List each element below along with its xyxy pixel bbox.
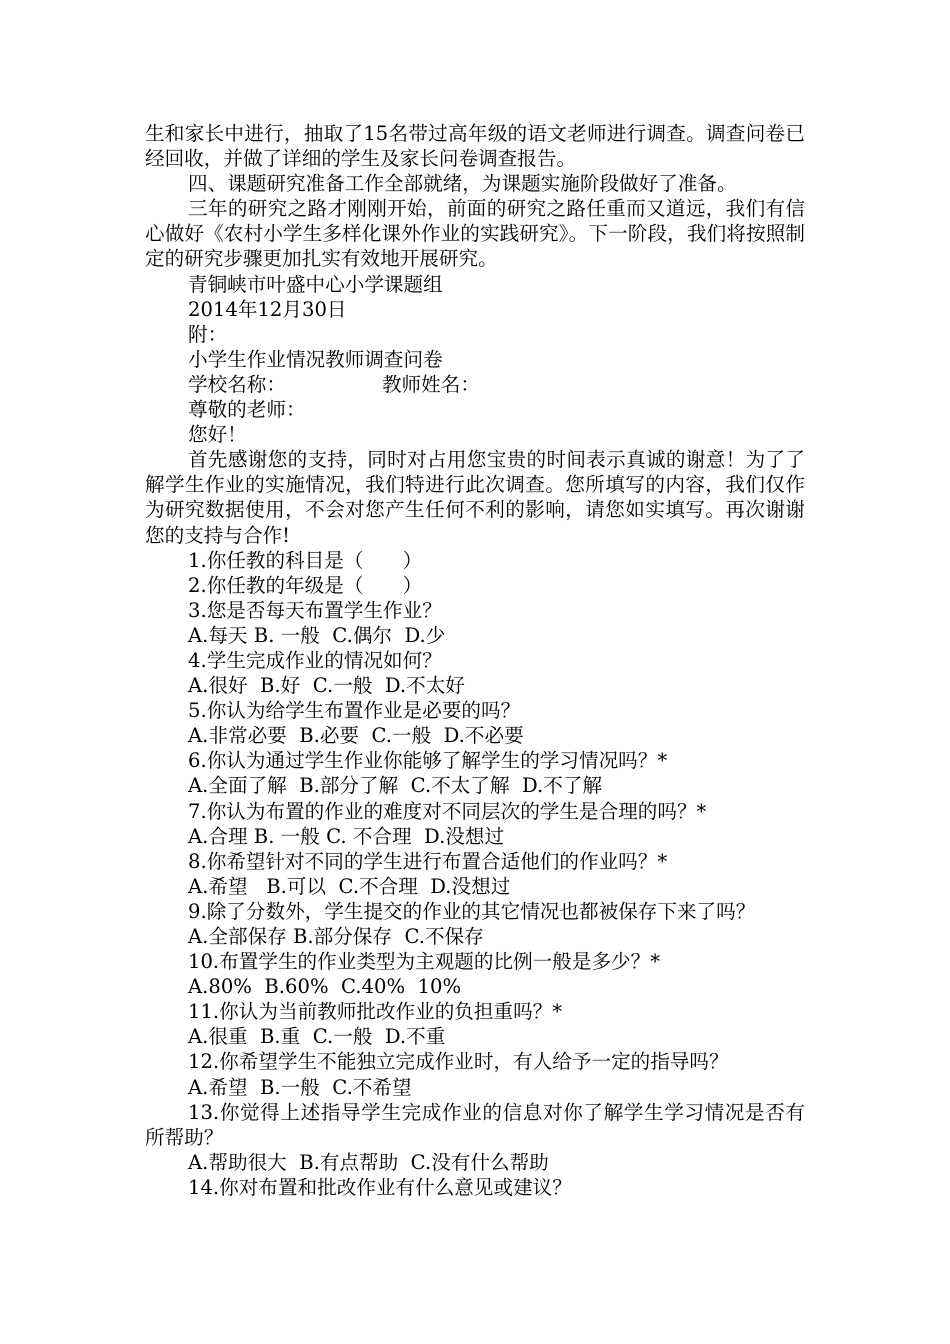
salutation: 尊敬的老师：	[188, 398, 306, 422]
survey-line: 7.你认为布置的作业的难度对不同层次的学生是合理的吗？*	[188, 799, 707, 823]
survey-question-13: 13.你觉得上述指导学生完成作业的信息对你了解学生学习情况是否有所帮助？	[145, 1100, 805, 1149]
survey-preamble: 首先感谢您的支持，同时对占用您宝贵的时间表示真诚的谢意！为了了解学生作业的实施情况，我们特进行此次调查。您所填写的内容，我们仅作为研究数据使用，不会对您产生任何不利的影响，请您如实填写。再次谢谢您的支持与合作!	[145, 448, 805, 547]
appendix-label: 附：	[188, 322, 228, 346]
survey-line: 3.您是否每天布置学生作业？	[188, 598, 442, 622]
teacher-name-label: 教师姓名：	[381, 372, 480, 396]
survey-header-fields	[145, 372, 805, 397]
survey-line: 11.你认为当前教师批改作业的负担重吗？*	[188, 1000, 563, 1024]
signature: 青铜峡市叶盛中心小学课题组	[188, 272, 443, 296]
survey-line: A.每天 B. 一般 C.偶尔 D.少	[188, 623, 446, 647]
report-date: 2014年12月30日	[188, 297, 347, 321]
document-page	[145, 121, 805, 1200]
survey-line: A.希望 B.可以 C.不合理 D.没想过	[188, 874, 511, 898]
school-name-label: 学校名称：	[188, 372, 286, 396]
survey-questions	[145, 548, 805, 1200]
survey-line: 2.你任教的年级是（ ）	[188, 573, 423, 597]
survey-line: A.希望 B.一般 C.不希望	[188, 1075, 412, 1099]
survey-line: 4.学生完成作业的情况如何？	[188, 648, 442, 672]
survey-line: 9.除了分数外，学生提交的作业的其它情况也都被保存下来了吗？	[188, 899, 756, 923]
survey-line: A.80% B.60% C.40% 10%	[188, 975, 462, 999]
survey-line: A.很重 B.重 C.一般 D.不重	[188, 1025, 446, 1049]
survey-question-14: 14.你对布置和批改作业有什么意见或建议？	[188, 1175, 572, 1199]
survey-line: A.全面了解 B.部分了解 C.不太了解 D.不了解	[188, 774, 603, 798]
survey-line: A.很好 B.好 C.一般 D.不太好	[188, 674, 465, 698]
survey-line: 8.你希望针对不同的学生进行布置合适他们的作业吗？*	[188, 849, 668, 873]
survey-line: 1.你任教的科目是（ ）	[188, 548, 423, 572]
paragraph-outlook: 三年的研究之路才刚刚开始，前面的研究之路任重而又道远，我们有信心做好《农村小学生多样化课外作业的实践研究》。下一阶段，我们将按照制定的研究步骤更加扎实有效地开展研究。	[145, 197, 805, 271]
survey-title: 小学生作业情况教师调查问卷	[188, 347, 443, 371]
survey-line: 12.你希望学生不能独立完成作业时，有人给予一定的指导吗？	[188, 1050, 729, 1074]
survey-line: A.合理 B. 一般 C. 不合理 D.没想过	[188, 824, 505, 848]
survey-line: 10.布置学生的作业类型为主观题的比例一般是多少？*	[188, 950, 661, 974]
survey-line: A.非常必要 B.必要 C.一般 D.不必要	[188, 724, 524, 748]
paragraph-preparation: 四、课题研究准备工作全部就绪，为课题实施阶段做好了准备。	[188, 172, 737, 196]
survey-question-13-options: A.帮助很大 B.有点帮助 C.没有什么帮助	[188, 1150, 549, 1174]
survey-line: 5.你认为给学生布置作业是必要的吗？	[188, 699, 521, 723]
greeting: 您好！	[188, 423, 247, 447]
survey-line: 6.你认为通过学生作业你能够了解学生的学习情况吗？*	[188, 749, 668, 773]
survey-line: A.全部保存 B.部分保存 C.不保存	[188, 925, 484, 948]
paragraph-survey-method: 生和家长中进行，抽取了15名带过高年级的语文老师进行调查。调查问卷已经回收，并做了详细的学生及家长问卷调查报告。	[145, 122, 805, 171]
